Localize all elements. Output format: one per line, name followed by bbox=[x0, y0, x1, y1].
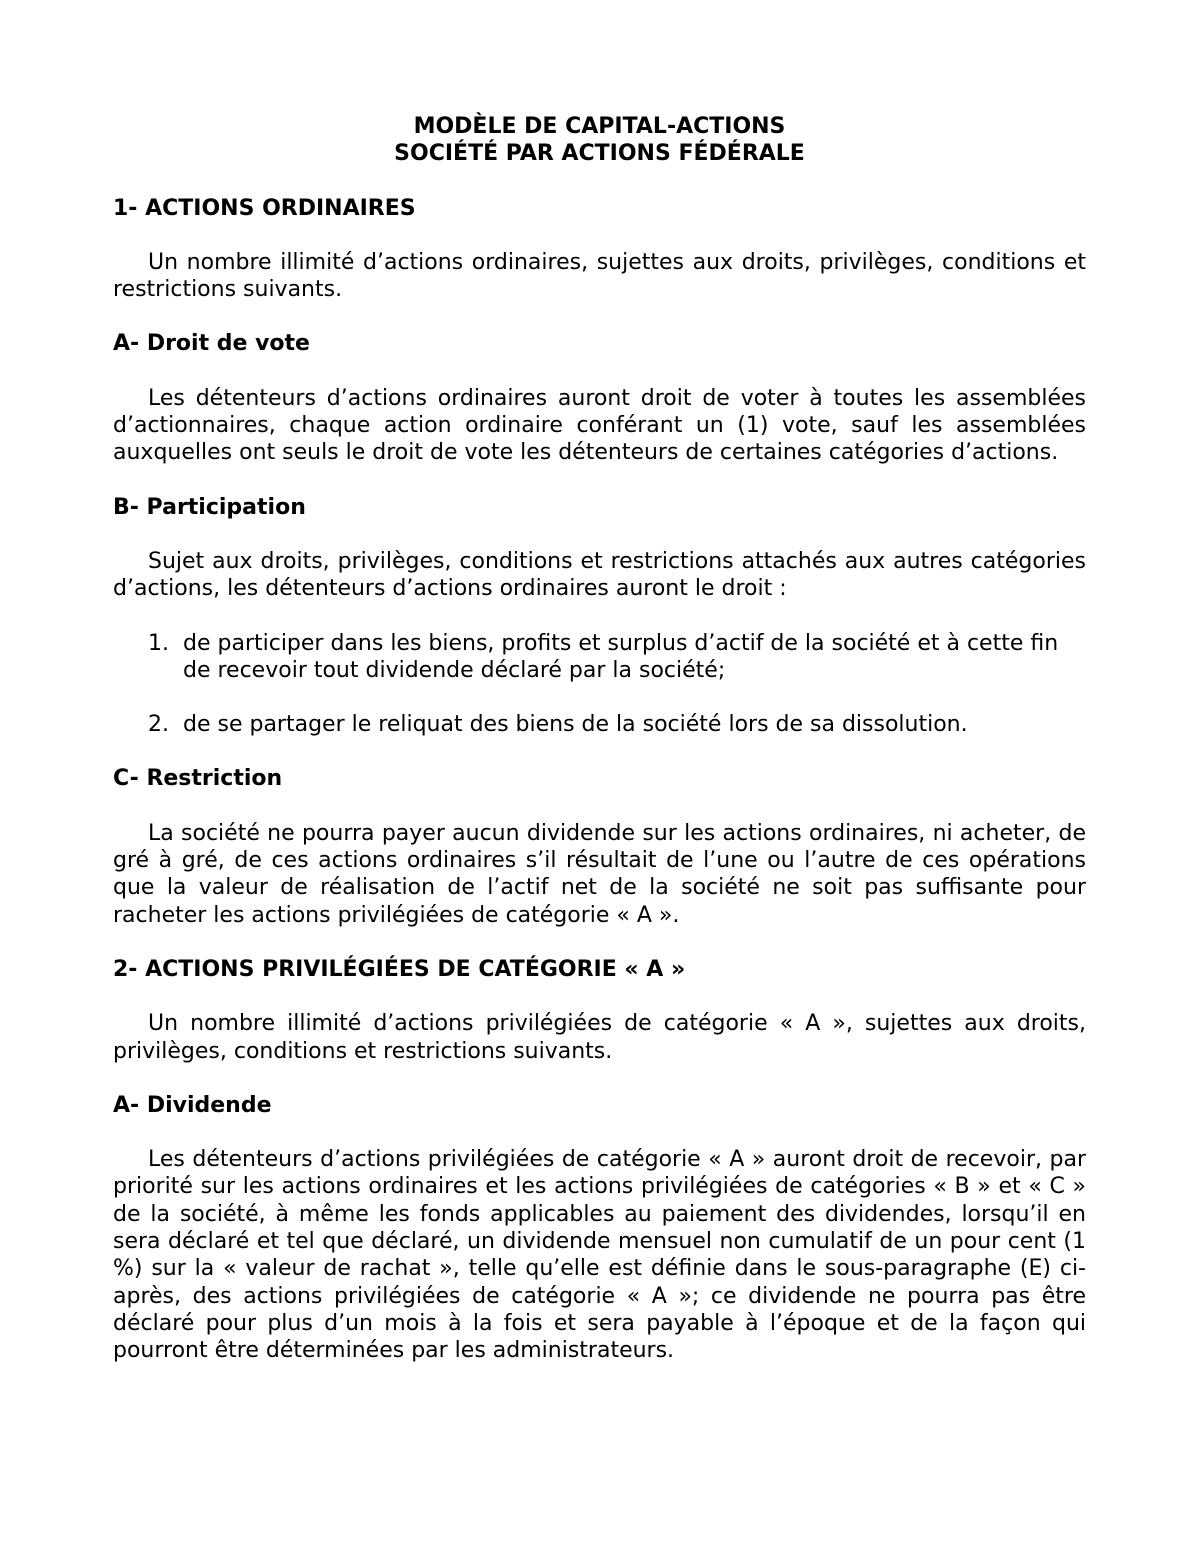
document-title-line-1: MODÈLE DE CAPITAL-ACTIONS bbox=[413, 114, 786, 139]
section-1c-heading: C- Restriction bbox=[113, 766, 283, 792]
spacer bbox=[113, 1065, 1086, 1092]
spacer bbox=[113, 521, 1086, 548]
spacer bbox=[113, 793, 1086, 820]
spacer bbox=[113, 983, 1086, 1010]
spacer bbox=[113, 358, 1086, 385]
spacer bbox=[113, 1119, 1086, 1146]
section-1-heading: 1- ACTIONS ORDINAIRES bbox=[113, 195, 416, 221]
spacer bbox=[113, 303, 1086, 330]
list-item-number: 2. bbox=[148, 712, 169, 738]
section-1a-text: Les détenteurs d’actions ordinaires auront droit de voter à toutes les assemblées d’actionnaires, chaque action ordinaire conférant un (1) vote, sauf les assemblées auxquelles ont seuls le droit de vote les détenteurs de certaines catégories d’actions. bbox=[113, 385, 1086, 466]
section-1b-heading: B- Participation bbox=[113, 494, 306, 520]
list-item bbox=[113, 711, 1086, 738]
document-title-line-2: SOCIÉTÉ PAR ACTIONS FÉDÉRALE bbox=[394, 141, 805, 167]
section-1-intro: Un nombre illimité d’actions ordinaires, sujettes aux droits, privilèges, conditions et restrictions suivants. bbox=[113, 249, 1086, 303]
list-item-number: 1. bbox=[148, 630, 169, 656]
spacer bbox=[113, 168, 1086, 195]
document-page bbox=[113, 113, 1086, 1365]
section-1a-heading: A- Droit de vote bbox=[113, 331, 310, 357]
section-1c-text: La société ne pourra payer aucun dividende sur les actions ordinaires, ni acheter, de gré à gré, de ces actions ordinaires s’il résultait de l’une ou l’autre de ces opérations que la valeur de réalisation de l’actif net de la société ne soit pas suffisante pour racheter les actions privilégiées de catégorie « A ». bbox=[113, 820, 1086, 928]
spacer bbox=[113, 738, 1086, 765]
section-2-intro: Un nombre illimité d’actions privilégiées de catégorie « A », sujettes aux droits, privilèges, conditions et restrictions suivants. bbox=[113, 1011, 1086, 1064]
list-item-text: de participer dans les biens, profits et surplus d’actif de la société et à cette fin de recevoir tout dividende déclaré par la société; bbox=[183, 630, 1059, 683]
section-2-heading: 2- ACTIONS PRIVILÉGIÉES DE CATÉGORIE « A » bbox=[113, 956, 686, 982]
spacer bbox=[113, 929, 1086, 956]
spacer bbox=[113, 222, 1086, 249]
list-item bbox=[113, 630, 1086, 685]
list-item-text: de se partager le reliquat des biens de la société lors de sa dissolution. bbox=[183, 712, 968, 738]
section-1b-text: Sujet aux droits, privilèges, conditions et restrictions attachés aux autres catégories d’actions, les détenteurs d’actions ordinaires auront le droit : bbox=[113, 548, 1086, 602]
section-2a-heading: A- Dividende bbox=[113, 1092, 272, 1118]
section-2a-text: Les détenteurs d’actions privilégiées de catégorie « A » auront droit de recevoir, par priorité sur les actions ordinaires et les actions privilégiées de catégories « B » et « C » de la société, à même les fonds applicables au paiement des dividendes, lorsqu’il en sera déclaré et tel que déclaré, un dividende mensuel non cumulatif de un pour cent (1 %) sur la « valeur de rachat », telle qu’elle est définie dans le sous-paragraphe (E) ci-après, des actions privilégiées de catégorie « A »; ce dividende ne pourra pas être déclaré pour plus d’un mois à la fois et sera payable à l’époque et de la façon qui pourront être déterminées par les administrateurs. bbox=[113, 1147, 1086, 1364]
participation-rights-list bbox=[113, 630, 1086, 739]
spacer bbox=[113, 603, 1086, 630]
spacer bbox=[113, 467, 1086, 494]
